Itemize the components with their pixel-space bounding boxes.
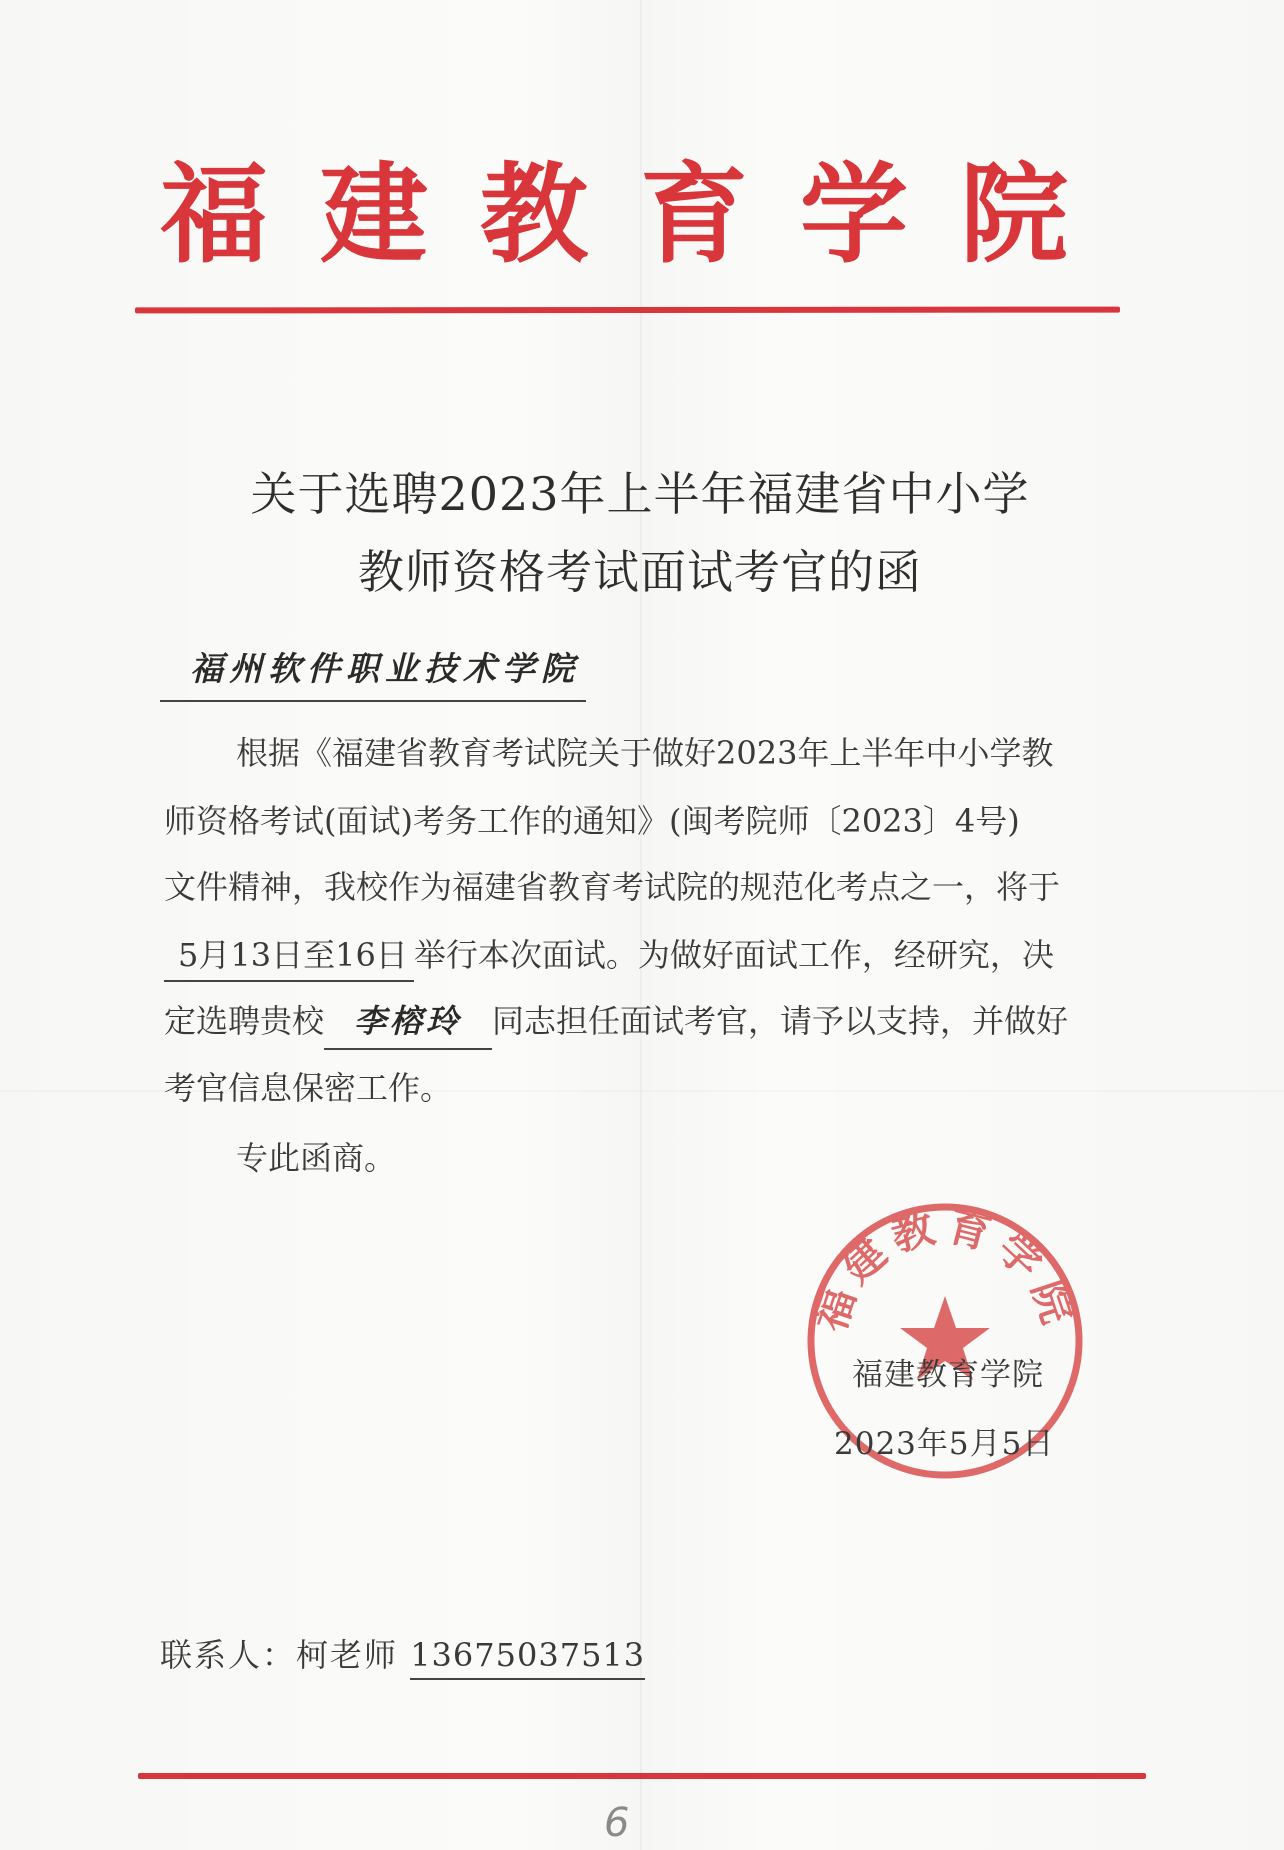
contact-label: 联系人：柯老师 [160,1636,399,1674]
body-line-3: 文件精神，我校作为福建省教育考试院的规范化考点之一，将于 [164,868,1061,906]
body-line-6: 考官信息保密工作。 [164,1069,453,1107]
closing-line: 专此函商。 [236,1139,397,1177]
body-line-4-rest: 举行本次面试。为做好面试工作，经研究，决 [413,936,1054,974]
body-line-1: 根据《福建省教育考试院关于做好2023年上半年中小学教 [236,734,1054,772]
contact-info [160,1630,645,1676]
letterhead-org-name: 福建教育学院 [159,152,1120,278]
footer-red-rule [138,1773,1146,1779]
body-line-4 [164,930,1136,976]
letterhead-red-rule [135,307,1120,314]
body-line-5-suffix: 同志担任面试考官，请予以支持，并做好 [492,1002,1069,1040]
document-title-line-2: 教师资格考试面试考官的函 [358,545,922,599]
contact-phone: 13675037513 [410,1636,645,1680]
document-title-line-1: 关于选聘2023年上半年福建省中小学 [250,467,1030,521]
seal-text: 福建教育学院 [805,1200,1085,1338]
addressee: 福州软件职业技术学院 [160,643,586,702]
body-line-2: 师资格考试(面试)考务工作的通知》(闽考院师〔2023〕4号) [164,802,1020,840]
body-line-5-prefix: 定选聘贵校 [164,1002,325,1040]
signature-date: 2023年5月5日 [834,1426,1055,1462]
examiner-name: 李榕玲 [324,996,492,1050]
signature-org: 福建教育学院 [852,1357,1044,1393]
handwritten-page-number: 6 [604,1800,630,1846]
body-line-5 [164,996,1136,1050]
interview-dates: 5月13日至16日 [164,936,414,982]
